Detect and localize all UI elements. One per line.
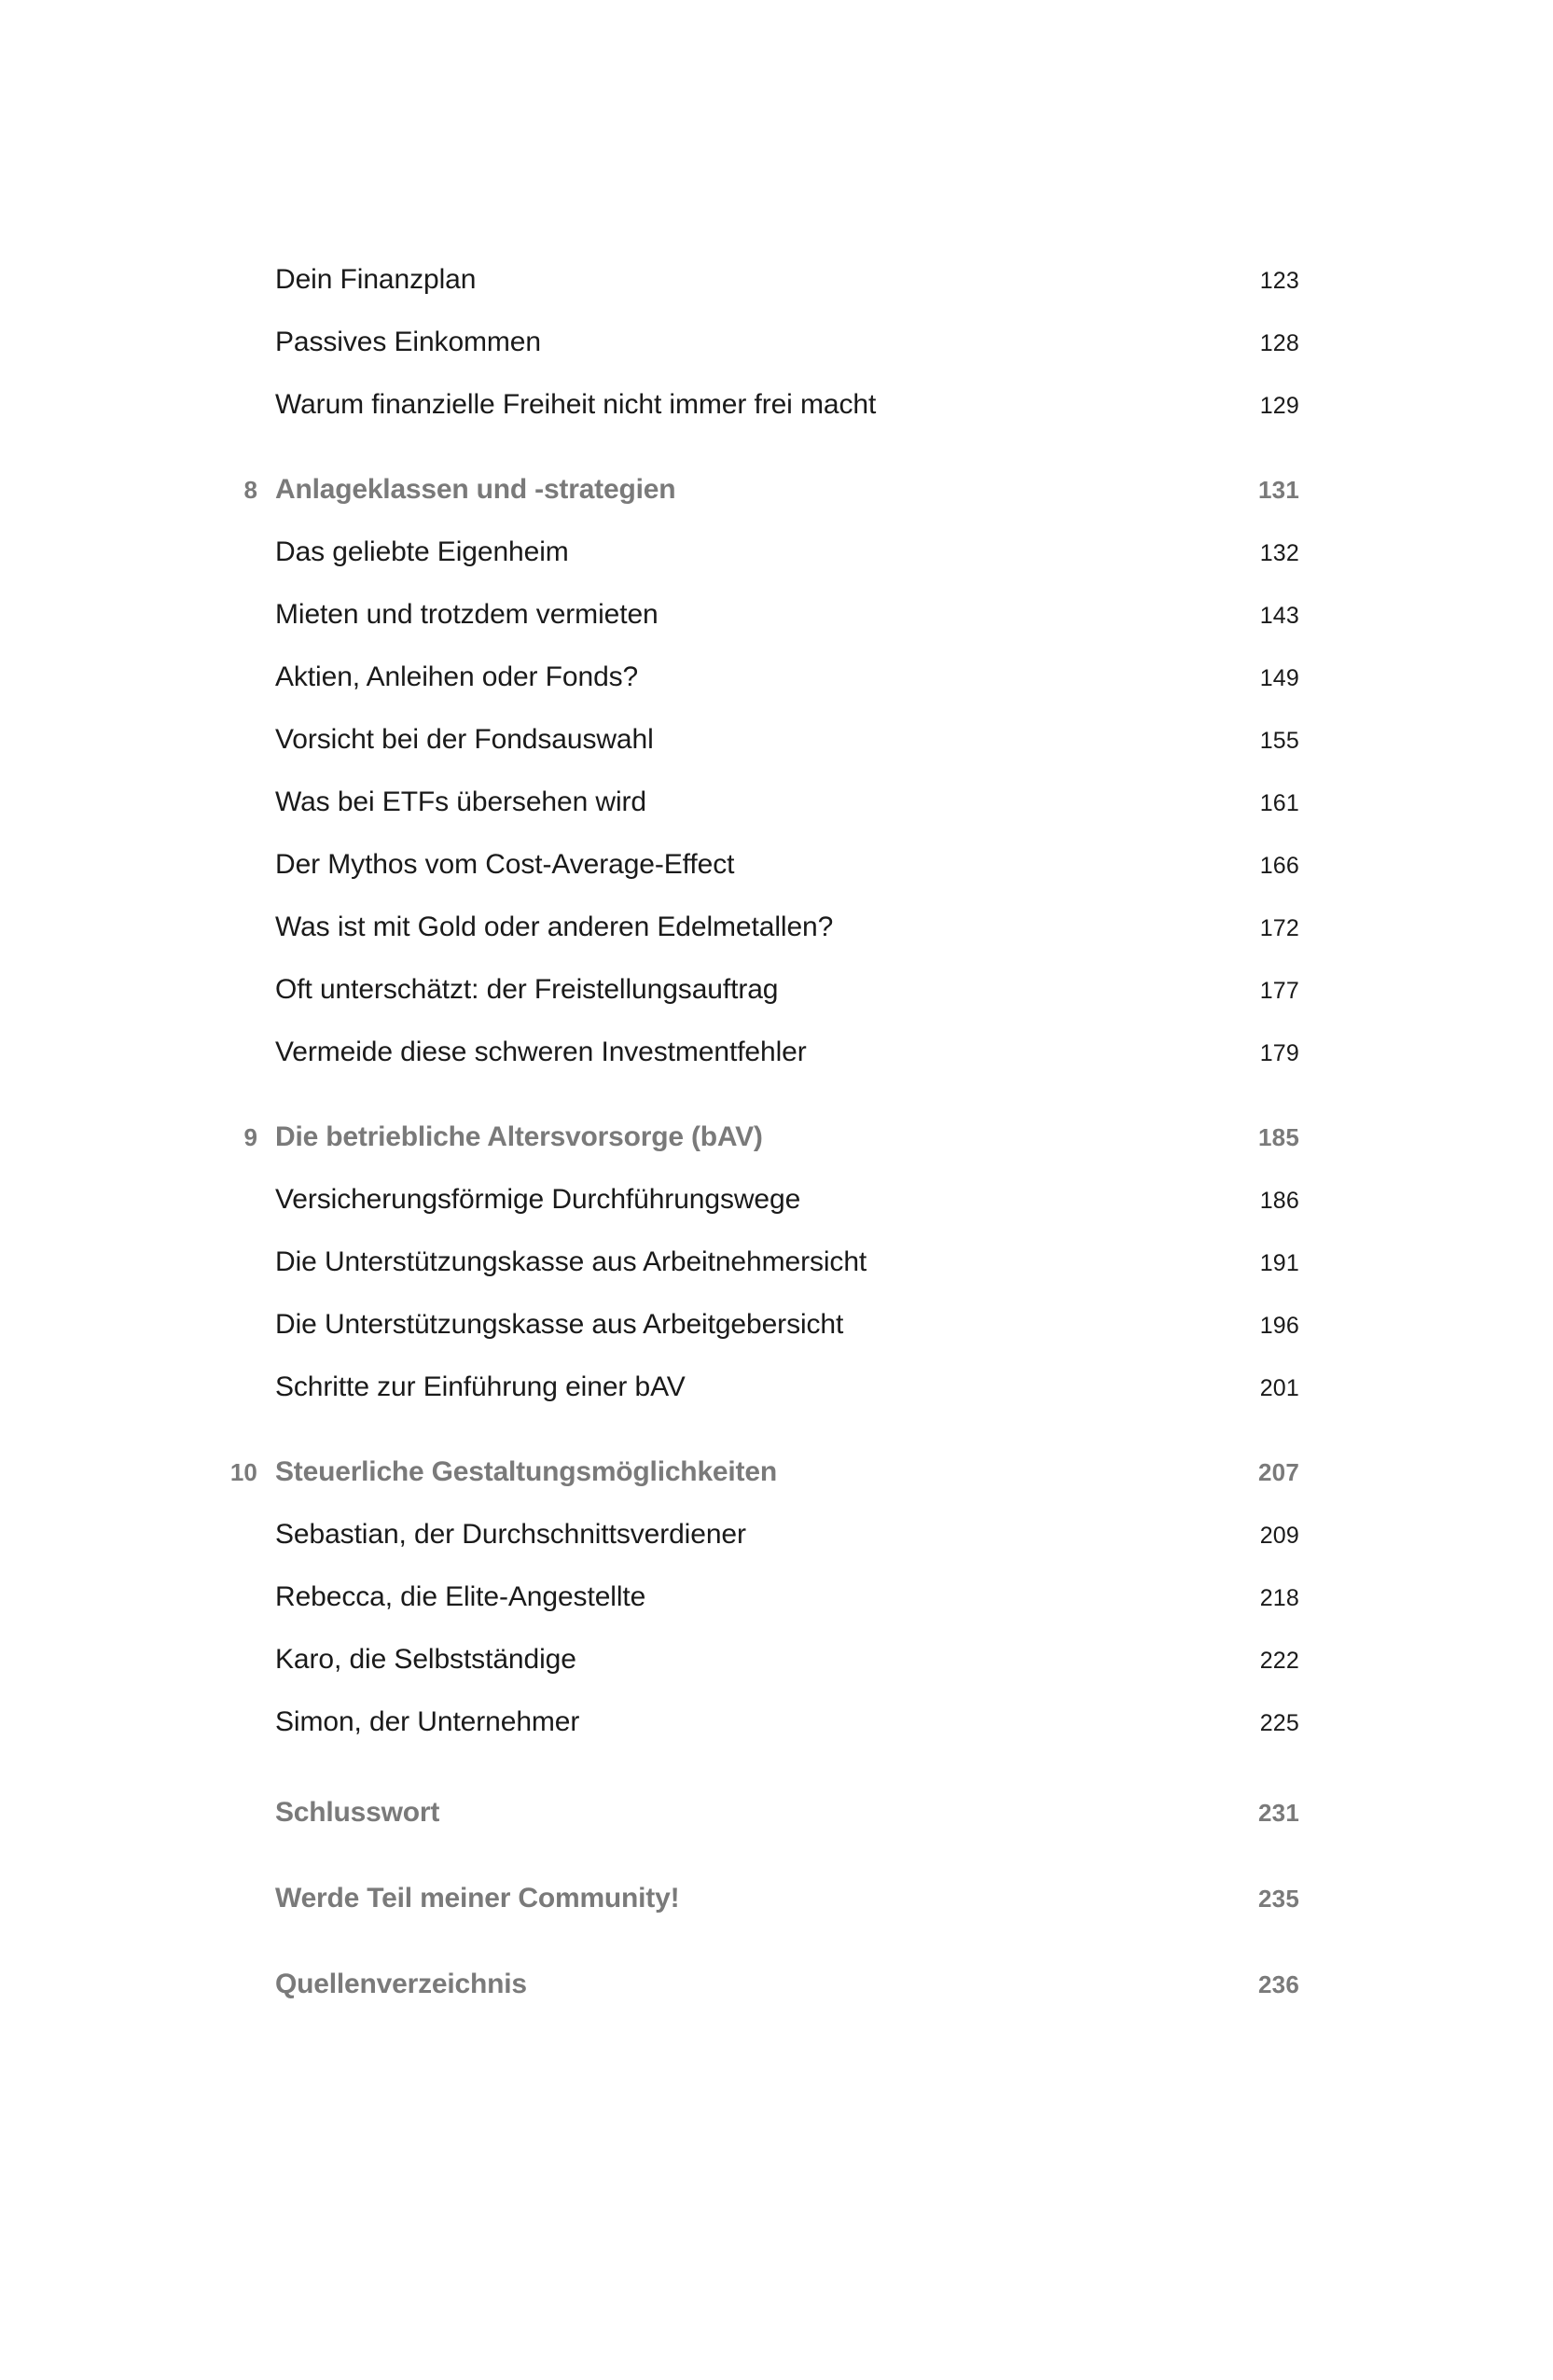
toc-page-number: 231 [1258,1799,1299,1827]
toc-row[interactable] [227,328,1299,391]
toc-entry-title: Passives Einkommen [275,328,541,356]
toc-entry-title: Was ist mit Gold oder anderen Edelmetallen? [275,913,834,941]
toc-row[interactable] [227,788,1299,851]
toc-chapter-number: 9 [243,1123,257,1151]
toc-entry-title: Rebecca, die Elite-Angestellte [275,1583,646,1611]
toc-entry-title: Steuerliche Gestaltungsmöglichkeiten [275,1458,777,1486]
toc-page-number: 143 [1259,603,1299,629]
toc-page-number: 225 [1259,1710,1299,1736]
toc-page-number: 172 [1259,915,1299,941]
toc-entry-title: Aktien, Anleihen oder Fonds? [275,663,639,691]
toc-entry-title: Anlageklassen und -strategien [275,476,676,504]
toc-row[interactable] [227,1521,1299,1583]
toc-entry-title: Werde Teil meiner Community! [275,1885,680,1913]
toc-page-number: 177 [1259,978,1299,1004]
toc-row[interactable] [227,538,1299,601]
toc-page-number: 161 [1259,790,1299,816]
toc-row[interactable] [227,1458,1299,1521]
toc-row[interactable] [227,976,1299,1038]
toc-row[interactable] [227,266,1299,328]
toc-page-number: 155 [1259,728,1299,754]
toc-row[interactable] [227,1885,1299,1970]
toc-page-number: 218 [1259,1585,1299,1611]
toc-chapter-number: 10 [229,1458,257,1486]
toc-row[interactable] [227,1123,1299,1186]
toc-row[interactable] [227,663,1299,726]
toc-row[interactable] [227,851,1299,913]
toc-row[interactable] [227,1799,1299,1885]
toc-page-number: 166 [1259,853,1299,879]
toc-row[interactable] [227,1708,1299,1771]
toc-page-number: 222 [1259,1648,1299,1674]
toc-entry-title: Die Unterstützungskasse aus Arbeitgebersicht [275,1311,844,1339]
toc-entry-title: Der Mythos vom Cost-Average-Effect [275,851,735,879]
toc-entry-title: Die Unterstützungskasse aus Arbeitnehmersicht [275,1248,867,1276]
toc-entry-title: Karo, die Selbstständige [275,1646,576,1674]
toc-page-number: 236 [1258,1970,1299,1998]
toc-page-number: 201 [1259,1375,1299,1401]
toc-row[interactable] [227,1646,1299,1708]
toc-row[interactable] [227,1583,1299,1646]
toc-row[interactable] [227,1970,1299,2056]
toc-page-number: 235 [1258,1885,1299,1913]
toc-page-number: 186 [1259,1188,1299,1214]
toc-entry-title: Versicherungsförmige Durchführungswege [275,1186,801,1214]
toc-page-number: 149 [1259,665,1299,691]
toc-page-number: 209 [1259,1523,1299,1549]
toc-page-number: 185 [1258,1123,1299,1151]
toc-entry-title: Das geliebte Eigenheim [275,538,569,566]
toc-entry-title: Die betriebliche Altersvorsorge (bAV) [275,1123,763,1151]
toc-entry-title: Simon, der Unternehmer [275,1708,580,1736]
toc-page-number: 123 [1259,268,1299,294]
toc-entry-title: Mieten und trotzdem vermieten [275,601,659,629]
toc-page-number: 132 [1259,540,1299,566]
toc-row[interactable] [227,391,1299,453]
toc-entry-title: Was bei ETFs übersehen wird [275,788,647,816]
toc-entry-title: Warum finanzielle Freiheit nicht immer frei macht [275,391,877,419]
toc-entry-title: Dein Finanzplan [275,266,477,294]
toc-entry-title: Schlusswort [275,1799,440,1827]
toc-page-number: 129 [1259,393,1299,419]
toc-entry-title: Vorsicht bei der Fondsauswahl [275,726,654,754]
toc-page-number: 131 [1258,476,1299,504]
toc-row[interactable] [227,1186,1299,1248]
toc-row[interactable] [227,476,1299,538]
toc-row[interactable] [227,1038,1299,1101]
toc-entry-title: Sebastian, der Durchschnittsverdiener [275,1521,746,1549]
toc-row[interactable] [227,726,1299,788]
toc-page-number: 179 [1259,1040,1299,1066]
toc-page-number: 207 [1258,1458,1299,1486]
toc-entry-title: Vermeide diese schweren Investmentfehler [275,1038,807,1066]
toc-chapter-number: 8 [243,476,257,504]
toc-row[interactable] [227,1248,1299,1311]
toc-entry-list [227,266,1299,2056]
toc-row[interactable] [227,1373,1299,1436]
toc-row[interactable] [227,913,1299,976]
toc-entry-title: Schritte zur Einführung einer bAV [275,1373,686,1401]
toc-row[interactable] [227,601,1299,663]
toc-page-number: 128 [1259,330,1299,356]
toc-page-number: 191 [1259,1250,1299,1276]
toc-row[interactable] [227,1311,1299,1373]
toc-entry-title: Quellenverzeichnis [275,1970,527,1998]
toc-entry-title: Oft unterschätzt: der Freistellungsauftrag [275,976,779,1004]
toc-page-number: 196 [1259,1313,1299,1339]
